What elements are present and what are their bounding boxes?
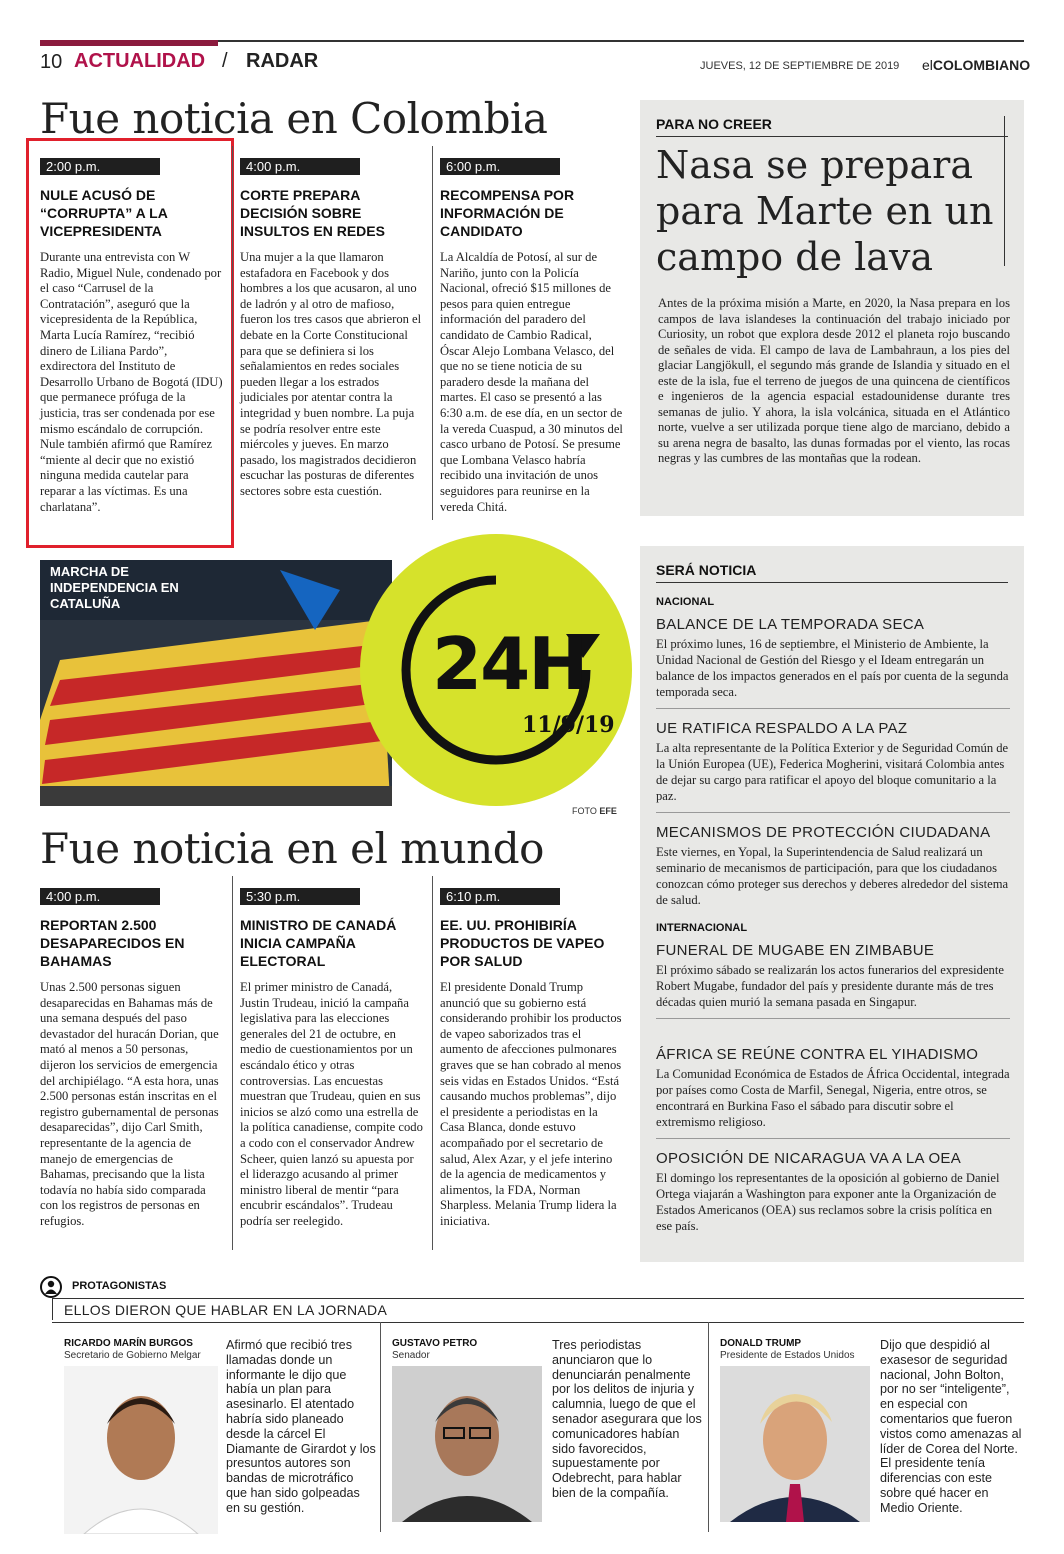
logo-name: COLOMBIANO [932,57,1031,73]
time-badge: 6:10 p.m. [440,888,560,905]
internacional-label: INTERNACIONAL [656,922,748,934]
agenda-headline: MECANISMOS DE PROTECCIÓN CIUDADANA [656,824,991,841]
mundo-news-item [440,888,624,1230]
column-divider [232,876,233,1250]
news-body: El presidente Donald Trump anunció que su gobierno está considerando prohibir los productos de vapeo saborizados tras el aumento de afecciones pulmonares graves que se han cobrado al menos seis vidas en Estados Unidos. “Está causando muchos problemas”, dijo el presidente a periodistas en la Casa Blanca, donde estuvo acompañado por el secretario de salud, Alex Azar, y el jefe interino de la agencia de medicamentos y alimentos, la FDA, Norman Sharpless. Melania Trump lidera la iniciativa. [440,980,622,1228]
mundo-section-title: Fue noticia en el mundo [40,824,544,873]
protagonist-quote: Tres periodistas anunciaron que lo denunciarán penalmente por los delitos de injuria y calumnia, luego de que el senador asegurara que los comunicadores habían sido favorecidos, supuestamente por Odebrecht, para hablar bien de la compañía. [552,1338,702,1500]
protagonist-role: Senador [392,1350,430,1361]
header-accent-bar [40,40,218,46]
agenda-body: El domingo los representantes de la oposición al gobierno de Daniel Ortega viajarán a Washington para exponer ante la Organización de Estados Americanos (OEA) sus reclamos sobre la crisis política en ese país. [656,1171,1000,1233]
badge-date: 11/9/19 [522,712,615,738]
badge-text: 24H [432,622,587,706]
news-body: Una mujer a la que llamaron estafadora en Facebook y dos hombres a los que acusaron, al uno de ladrón y al otro de mafioso, fueron los tres casos que abrieron el debate en la Corte Constitucional para que se definiera si los señalamientos en redes sociales pueden llegar a los estrados judiciales por atentar contra la integridad y buen nombre. La puja se podría resolver entre este miércoles y jueves. En marzo pasado, los magistrados decidieron escuchar las posturas de diferentes sectores sobre esta cuestión. [240,250,422,498]
protagonist-name: DONALD TRUMP [720,1338,802,1349]
protagonist-photo [392,1366,542,1522]
news-body: El primer ministro de Canadá, Justin Trudeau, inició la campaña legislativa para las elecciones generales del 21 de octubre, en medio de cuestionamientos por un escándalo ético y otras controversias. Las encuestas muestran que Trudeau, quien en sus inicios se alzó como una estrella de la política canadiense, compite codo a codo con el conservador Andrew Scheer, quien lanzó su apuesta por el liderazgo acusando al primer ministro liberal de mentir “para encubrir escándalos”. Trudeau podría ser reelegido. [240,980,423,1228]
protagonist-quote: Dijo que despidió al exasesor de seguridad nacional, John Bolton, por no ser “inteligente”, en especial con comentarios que fueron vistos como amenazas al líder de Corea del Norte. El presidente tenía diferencias con este sobre qué hacer en Medio Oriente. [880,1338,1022,1515]
time-badge: 5:30 p.m. [240,888,360,905]
agenda-item [656,616,1010,709]
protagonist-photo [64,1366,218,1534]
colombia-news-item [40,158,224,515]
protagonists-rule [52,1322,1024,1323]
panel-rule [656,136,1008,137]
photo-credit [572,806,617,816]
column-divider [232,146,233,520]
section-name: ACTUALIDAD [74,50,206,72]
agenda-body: La alta representante de la Política Exterior y de Seguridad Común de la Unión Europea (UE), Federica Mogherini, visitará Colombia antes de dejar su cargo para ratificar el apoyo del bloque comunitario a la paz. [656,741,1009,803]
column-divider [432,146,433,520]
panel-title: Nasa se prepara para Marte en un campo de lava [656,143,994,279]
sera-noticia-panel [640,546,1024,1262]
agenda-divider [656,1018,1010,1019]
protagonist-photo [720,1366,870,1522]
colombia-news-item [240,158,424,500]
news-headline: REPORTAN 2.500 DESAPARECIDOS EN BAHAMAS [40,917,185,969]
protagonists-label: PROTAGONISTAS [72,1280,167,1292]
agenda-headline: ÁFRICA SE REÚNE CONTRA EL YIHADISMO [656,1046,979,1063]
agenda-item [656,1150,1010,1234]
mundo-news-item [240,888,424,1230]
agenda-body: El próximo sábado se realizarán los actos funerarios del expresidente Robert Mugabe, fundador del país y presidente durante más de tres décadas quien murió la semana pasada en Singapur. [656,963,1004,1009]
agenda-body: Este viernes, en Yopal, la Superintendencia de Salud realizará un seminario de mecanismos de participación, para que los ciudadanos conozcan cómo proteger sus derechos y deberes alrededor del sistema de salud. [656,845,1009,907]
agenda-body: La Comunidad Económica de Estados de África Occidental, integrada por países como Costa de Marfil, Senegal, Nigeria, entre otros, se encontrará en Burkina Faso el sábado para discutir sobre el extremismo religioso. [656,1067,1010,1129]
protagonist-name: RICARDO MARÍN BURGOS [64,1338,193,1349]
agenda-headline: BALANCE DE LA TEMPORADA SECA [656,616,925,633]
protagonists-subtitle: ELLOS DIERON QUE HABLAR EN LA JORNADA [64,1302,388,1318]
agenda-headline: UE RATIFICA RESPALDO A LA PAZ [656,720,908,737]
agenda-item [656,1046,1010,1139]
person-icon [40,1276,62,1298]
colombia-section-title: Fue noticia en Colombia [40,94,548,143]
news-headline: EE. UU. PROHIBIRÍA PRODUCTOS DE VAPEO POR SALUD [440,917,605,969]
newspaper-logo [922,57,1030,73]
panel-rule [656,582,1008,583]
protagonists-rule [52,1298,1024,1299]
panel-label: PARA NO CREER [656,116,772,132]
subsection-name: RADAR [246,50,319,72]
news-headline: NULE ACUSÓ DE “CORRUPTA” A LA VICEPRESIDENTA [40,187,168,239]
panel-label: SERÁ NOTICIA [656,562,757,578]
photo-caption: MARCHA DE INDEPENDENCIA EN CATALUÑA [50,564,179,611]
person-glyph [42,1278,60,1296]
issue-date: JUEVES, 12 DE SEPTIEMBRE DE 2019 [700,60,900,72]
logo-prefix: el [922,57,933,73]
24h-badge [360,534,632,806]
time-badge: 4:00 p.m. [240,158,360,175]
portrait-illustration [64,1366,218,1534]
protagonist-role: Presidente de Estados Unidos [720,1350,855,1361]
column-divider [432,876,433,1250]
credit-prefix: FOTO [572,806,597,816]
portrait-illustration [392,1366,542,1522]
news-headline: CORTE PREPARA DECISIÓN SOBRE INSULTOS EN REDES [240,187,385,239]
time-badge: 4:00 p.m. [40,888,160,905]
agenda-item [656,942,1010,1019]
nacional-label: NACIONAL [656,596,715,608]
page-number: 10 [40,51,63,73]
agenda-divider [656,708,1010,709]
section-separator: / [222,50,228,72]
para-no-creer-panel [640,100,1024,516]
agenda-divider [656,1138,1010,1139]
news-body: Durante una entrevista con W Radio, Miguel Nule, condenado por el caso “Carrusel de la Contratación”, aseguró que la vicepresidenta de la República, Marta Lucía Ramírez, “recibió dinero de Liliana Pardo”, exdirectora del Instituto de Desarrollo Urbano de Bogotá (IDU) que permanece prófuga de la justicia, tras ser condenada por ese mismo escándalo de corrupción. Nule también afirmó que Ramírez “miente al decir que no existió ninguna medida cautelar para reparar a las víctimas. Es una charlatana”. [40,250,223,514]
protagonists-tick [52,1298,53,1320]
column-divider [708,1322,709,1532]
panel-side-rule [1004,116,1005,266]
news-headline: MINISTRO DE CANADÁ INICIA CAMPAÑA ELECTORAL [240,917,397,969]
news-headline: RECOMPENSA POR INFORMACIÓN DE CANDIDATO [440,187,575,239]
agenda-divider [656,812,1010,813]
news-body: Unas 2.500 personas siguen desaparecidas en Bahamas más de una semana después del paso devastador del huracán Dorian, que mató al menos a 50 personas, dijeron los servicios de emergencia del archipiélago. “A esta hora, unas 2.500 personas están inscritas en el registro gubernamental de personas desaparecidas”, dijo Carl Smith, representante de la agencia de manejo de emergencias de Bahamas, precisando que la lista todavía no había sido comparada con los registros de personas en refugios. [40,980,219,1228]
protagonist-role: Secretario de Gobierno Melgar [64,1350,201,1361]
news-body: La Alcaldía de Potosí, al sur de Nariño, junto con la Policía Nacional, ofreció $15 millones de pesos para quien entregue información del paradero del candidato de Cambio Radical, Óscar Alejo Lombana Velasco, del que no se tiene noticia de su paradero desde la mañana del martes. El caso se presentó a las 6:30 a.m. de ese día, en un sector de la vereda Cuaspud, a 30 minutos del casco urbano de Potosí. Se presume que Lombana Velasco habría recibido una invitación de unos seguidores para reunirse en la vereda Chitá. [440,250,623,514]
portrait-illustration [720,1366,870,1522]
agenda-item [656,824,1010,908]
protagonist-quote: Afirmó que recibió tres llamadas donde un informante le dijo que había un plan para asesinarlo. El atentado habría sido planeado desde la cárcel El Diamante de Girardot y los presuntos autores son bandas de microtráfico que han sido golpeadas en su gestión. [226,1338,376,1515]
time-badge: 6:00 p.m. [440,158,560,175]
time-badge: 2:00 p.m. [40,158,160,175]
column-divider [380,1322,381,1532]
mundo-news-item [40,888,224,1230]
agenda-body: El próximo lunes, 16 de septiembre, el Ministerio de Ambiente, la Unidad Nacional de Gestión del Riesgo y el Ideam entregarán un balance de los impactos generados en el país por cuenta de la segunda temporada seca. [656,637,1009,699]
protagonist-name: GUSTAVO PETRO [392,1338,478,1349]
cataluna-march-photo [40,560,392,806]
agenda-headline: FUNERAL DE MUGABE EN ZIMBABUE [656,942,935,959]
agenda-headline: OPOSICIÓN DE NICARAGUA VA A LA OEA [656,1150,962,1167]
credit-source: EFE [599,806,617,816]
agenda-item [656,720,1010,813]
panel-body: Antes de la próxima misión a Marte, en 2020, la Nasa prepara en los campos de lava islandeses la continuación del trabajo iniciado por Curiosity, un robot que explora desde 2012 el planeta rojo buscando de señales de vida. El campo de lava de Lambahraun, a los pies del glaciar Langjökull, el segundo más grande de Islandia y situado en el este de la isla, fue el terreno de juegos de una quincena de científicos e ingenieros de la agencia espacial estadounidense durante tres semanas de julio. Y ahora, la isla volcánica, situada en el Atlántico norte, vuelve a ser utilizada porque tiene algo de marciano, debido a su arena negra de basalto, las dunas formadas por el viento, las rocas negras y las cumbres de las montañas que la rodean. [658,296,1010,465]
colombia-news-item [440,158,624,515]
